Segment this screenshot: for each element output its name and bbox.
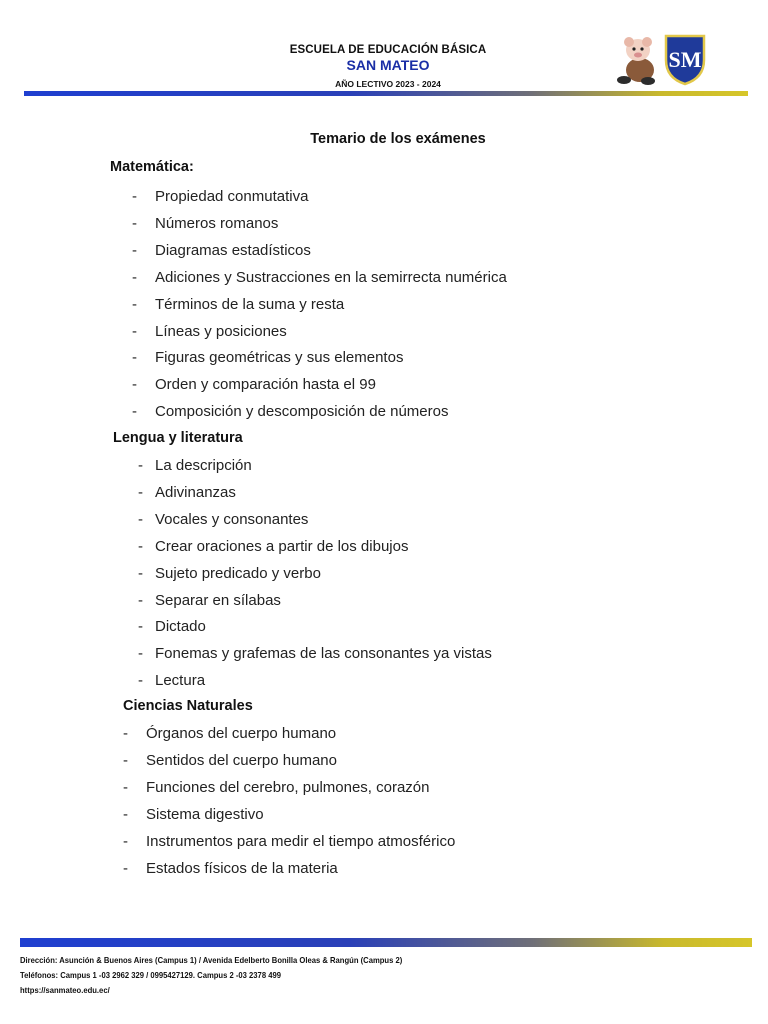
list-bullet: -: [138, 537, 143, 555]
list-item-text: Vocales y consonantes: [155, 510, 309, 528]
list-bullet: -: [123, 859, 128, 877]
list-item-text: Composición y descomposición de números: [155, 403, 449, 421]
list-item-text: Crear oraciones a partir de los dibujos: [155, 537, 409, 555]
list-item-text: Órganos del cuerpo humano: [146, 725, 337, 742]
letterhead: [0, 0, 768, 100]
list-item-text: Sujeto predicado y verbo: [155, 564, 321, 582]
list-bullet: -: [132, 188, 137, 205]
list-item-text: Lectura: [155, 672, 206, 690]
list-bullet: -: [132, 214, 137, 232]
list-item-text: Orden y comparación hasta el 99: [155, 376, 376, 394]
list-bullet: -: [138, 483, 143, 501]
list-item-text: Números romanos: [155, 214, 279, 232]
list-bullet: -: [132, 241, 137, 259]
footer-address: Dirección: Asunción & Buenos Aires (Campus 1) / Avenida Edelberto Bonilla Oleas & Rangún (Campus 2): [20, 955, 403, 965]
section-title-lengua: Lengua y literatura: [113, 430, 243, 446]
list-item-text: Adiciones y Sustracciones en la semirrecta numérica: [155, 268, 507, 286]
list-bullet: -: [132, 268, 137, 286]
school-logo-icon: [614, 30, 710, 86]
list-item-text: Funciones del cerebro, pulmones, corazón: [146, 778, 430, 796]
list-bullet: -: [138, 672, 143, 690]
school-name-line: ESCUELA DE EDUCACIÓN BÁSICA: [289, 44, 487, 56]
list-bullet: -: [138, 645, 143, 663]
list-item-text: Líneas y posiciones: [155, 322, 287, 340]
footer-divider: [20, 938, 752, 947]
school-year: AÑO LECTIVO 2023 - 2024: [335, 79, 441, 89]
footer-website: https://sanmateo.edu.ec/: [20, 985, 110, 995]
list-bullet: -: [132, 322, 137, 340]
list-item-text: Sentidos del cuerpo humano: [146, 751, 337, 769]
list-item-text: Estados físicos de la materia: [146, 859, 338, 877]
list-bullet: -: [123, 832, 128, 850]
list-item-text: Instrumentos para medir el tiempo atmosférico: [146, 832, 456, 850]
footer-phones: Teléfonos: Campus 1 -03 2962 329 / 0995427129. Campus 2 -03 2378 499: [20, 970, 281, 980]
list-item-text: Dictado: [155, 618, 206, 636]
list-bullet: -: [123, 778, 128, 796]
list-bullet: -: [138, 564, 143, 582]
list-item-text: Diagramas estadísticos: [155, 241, 311, 259]
section-title-matematica: Matemática:: [110, 159, 194, 175]
list-bullet: -: [138, 457, 143, 474]
list-item-text: La descripción: [155, 457, 252, 474]
list-bullet: -: [132, 376, 137, 394]
list-bullet: -: [138, 591, 143, 609]
list-bullet: -: [123, 805, 128, 823]
list-item-text: Fonemas y grafemas de las consonantes ya vistas: [155, 645, 492, 663]
list-bullet: -: [138, 510, 143, 528]
header-divider: [24, 91, 748, 96]
list-bullet: -: [138, 618, 143, 636]
list-item-text: Términos de la suma y resta: [155, 295, 345, 313]
list-item-text: Sistema digestivo: [146, 805, 264, 823]
section-title-ciencias: Ciencias Naturales: [123, 698, 253, 714]
list-bullet: -: [123, 751, 128, 769]
list-item-text: Propiedad conmutativa: [155, 188, 309, 205]
list-item-text: Adivinanzas: [155, 483, 236, 501]
school-name-main: SAN MATEO: [346, 57, 430, 73]
list-item-text: Figuras geométricas y sus elementos: [155, 349, 404, 367]
list-bullet: -: [132, 295, 137, 313]
logo-letters: SM: [668, 47, 702, 72]
document-title: Temario de los exámenes: [310, 131, 486, 147]
list-bullet: -: [132, 349, 137, 367]
list-bullet: -: [123, 725, 128, 742]
list-item-text: Separar en sílabas: [155, 591, 281, 609]
list-bullet: -: [132, 403, 137, 421]
